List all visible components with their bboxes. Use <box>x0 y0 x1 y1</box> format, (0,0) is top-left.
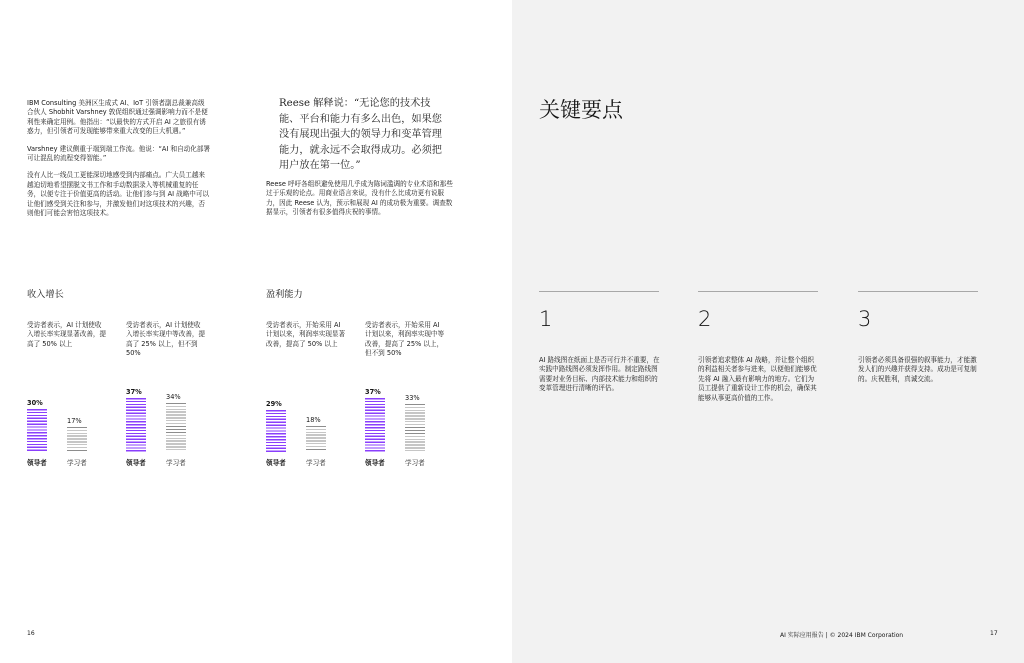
learner-percent-label: 17% <box>67 417 82 426</box>
intro-paragraph-3: 没有人比一线员工更能深切地感受到内部痛点。广大员工越来越迫切地希望摆脱文书工作和手动数据录入等机械重复的任务，以便专注于价值更高的活动。让他们参与到 AI 战略中可以让他们感受到关注和参与，并激发他们对这项技术的兴趣，否则他们可能会害怕这项技术。 <box>27 171 210 218</box>
learner-bar <box>306 426 326 452</box>
leader-bar <box>27 409 47 453</box>
learner-percent-label: 18% <box>306 415 321 424</box>
learner-bar <box>67 427 87 452</box>
leader-category-label: 领导者 <box>27 459 47 467</box>
learner-bar <box>166 403 186 452</box>
section-title-profit: 盈利能力 <box>266 289 303 300</box>
point-2-rule <box>698 291 818 292</box>
learner-category-label: 学习者 <box>67 459 87 467</box>
point-3-rule <box>858 291 978 292</box>
point-3-number: 3 <box>858 307 872 331</box>
learner-bar <box>405 404 425 452</box>
point-1-number: 1 <box>539 307 553 331</box>
pull-quote: Reese 解释说：“无论您的技术技能、平台和能力有多么出色，如果您没有展现出强大的领导力和变革管理能力，就永远不会取得成功。必须把用户放在第一位。” <box>279 98 442 172</box>
learner-category-label: 学习者 <box>306 459 326 467</box>
leader-bar <box>266 410 286 452</box>
stat-text-profit-2: 受访者表示，开始采用 AI 计划以来，利润率实现中等改善，提高了 25% 以上，但不到 50% <box>365 321 445 358</box>
learner-category-label: 学习者 <box>405 459 425 467</box>
leader-bar <box>365 398 385 452</box>
point-2-text: 引领者追求整体 AI 战略，并让整个组织的利益相关者参与进来，以便他们能够优先将 AI 融入最有影响力的地方。它们为员工提供了重新设计工作的机会，确保其能够从事更高价值的工作。 <box>698 356 817 402</box>
stat-text-revenue-2: 受访者表示，AI 计划使收入增长率实现中等改善，提高了 25% 以上，但不到 50% <box>126 321 206 358</box>
leader-percent-label: 37% <box>365 388 381 397</box>
learner-percent-label: 34% <box>166 392 181 401</box>
leader-percent-label: 37% <box>126 388 142 397</box>
leader-category-label: 领导者 <box>365 459 385 467</box>
page-number-right: 17 <box>990 630 998 637</box>
learner-category-label: 学习者 <box>166 459 186 467</box>
stat-text-profit-1: 受访者表示，开始采用 AI 计划以来，利润率实现显著改善，提高了 50% 以上 <box>266 321 346 348</box>
point-3-text: 引领者必须具备很强的叙事能力，才能激发人们的兴趣并获得支持。成功是可复制的。庆祝胜利，真诚交流。 <box>858 356 977 383</box>
point-2-number: 2 <box>698 307 712 331</box>
learner-percent-label: 33% <box>405 394 420 403</box>
leader-percent-label: 29% <box>266 399 282 408</box>
key-points-title: 关键要点 <box>539 98 623 122</box>
point-1-text: AI 路线图在纸面上是否可行并不重要，在实践中路线图必须发挥作用。制定路线图需要对业务目标、内部技术能力和组织的变革管理进行清晰的评估。 <box>539 356 660 393</box>
intro-paragraph-1: IBM Consulting 美洲区生成式 AI、IoT 引领者副总裁兼高级合伙人 Shobhit Varshney 敦促组织通过强调影响力而不是便利性来确定用例。他指出：“以最快的方式开启 AI 之旅很有诱惑力，但引领者可发现能够带来重大改变的巨大机遇。” <box>27 99 208 136</box>
leader-percent-label: 30% <box>27 398 43 407</box>
leader-category-label: 领导者 <box>266 459 286 467</box>
leader-bar <box>126 398 146 452</box>
intro-column <box>27 99 211 226</box>
intro-paragraph-2: Varshney 建议侧重于端到端工作流。他说：“AI 和自动化部署可让混乱的流程变得智能。” <box>27 144 211 163</box>
leader-category-label: 领导者 <box>126 459 146 467</box>
reese-paragraph: Reese 呼吁各组织避免使用几乎成为陈词滥调的专业术语和那些过于乐观的论点。用商业语言来说，没有什么比成功更有说服力，因此 Reese 认为，预示和展现 AI 的成功极为重要。调查数据显示，引领者有很多值得庆祝的事情。 <box>266 180 453 217</box>
point-1-rule <box>539 291 659 292</box>
stat-text-revenue-1: 受访者表示，AI 计划使收入增长率实现显著改善，提高了 50% 以上 <box>27 321 107 348</box>
section-title-revenue: 收入增长 <box>27 289 64 300</box>
report-footer: AI 实际应用报告 | © 2024 IBM Corporation <box>780 632 904 639</box>
page-number-left: 16 <box>27 630 35 637</box>
